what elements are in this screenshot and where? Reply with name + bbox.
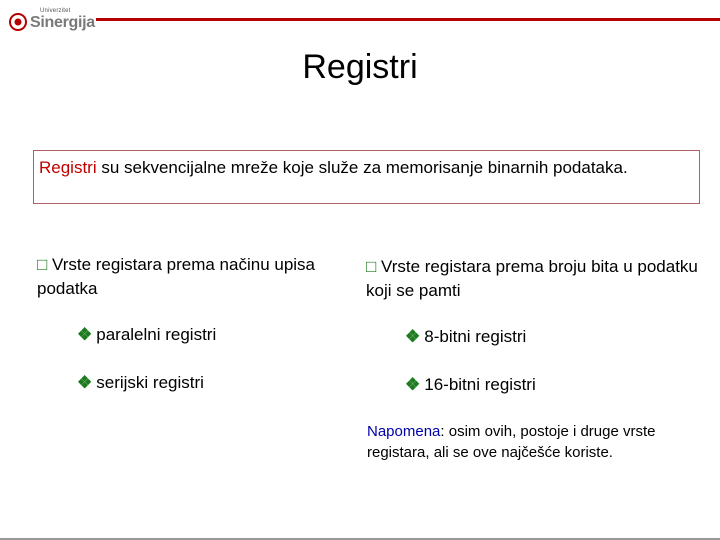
right-heading-text: Vrste registara prema broju bita u podatku koji se pamti bbox=[366, 257, 698, 300]
diamond-bullet-icon: ❖ bbox=[405, 327, 421, 346]
header-divider bbox=[96, 18, 720, 21]
note-paragraph bbox=[367, 421, 687, 463]
diamond-bullet-icon: ❖ bbox=[77, 373, 93, 392]
square-bullet-icon: □ bbox=[37, 255, 48, 274]
list-item bbox=[77, 372, 204, 394]
list-item bbox=[405, 374, 536, 396]
diamond-bullet-icon: ❖ bbox=[405, 375, 421, 394]
list-item bbox=[405, 326, 526, 348]
slide-title: Registri bbox=[302, 48, 418, 86]
university-logo bbox=[6, 6, 95, 32]
sinergija-logo-icon bbox=[8, 12, 28, 32]
list-item bbox=[77, 324, 216, 346]
right-column-heading bbox=[366, 255, 706, 303]
left-column-heading bbox=[37, 253, 337, 301]
list-item-label: 8-bitni registri bbox=[424, 327, 527, 346]
left-heading-text: Vrste registara prema načinu upisa podatka bbox=[37, 255, 316, 298]
diamond-bullet-icon: ❖ bbox=[77, 325, 93, 344]
list-item-label: paralelni registri bbox=[96, 325, 217, 344]
definition-term: Registri bbox=[39, 158, 97, 177]
square-bullet-icon: □ bbox=[366, 257, 377, 276]
list-item-label: 16-bitni registri bbox=[424, 375, 536, 394]
note-key: Napomena bbox=[367, 423, 441, 440]
note-text: : osim ovih, postoje i druge vrste registara, ali se ove najčešće koriste. bbox=[367, 423, 656, 461]
list-item-label: serijski registri bbox=[96, 373, 204, 392]
definition-box bbox=[33, 150, 700, 204]
logo-small-text: Univerzitet bbox=[40, 8, 71, 14]
definition-text: su sekvencijalne mreže koje služe za memorisanje binarnih podataka. bbox=[96, 158, 628, 177]
logo-name: Sinergija bbox=[30, 14, 95, 31]
